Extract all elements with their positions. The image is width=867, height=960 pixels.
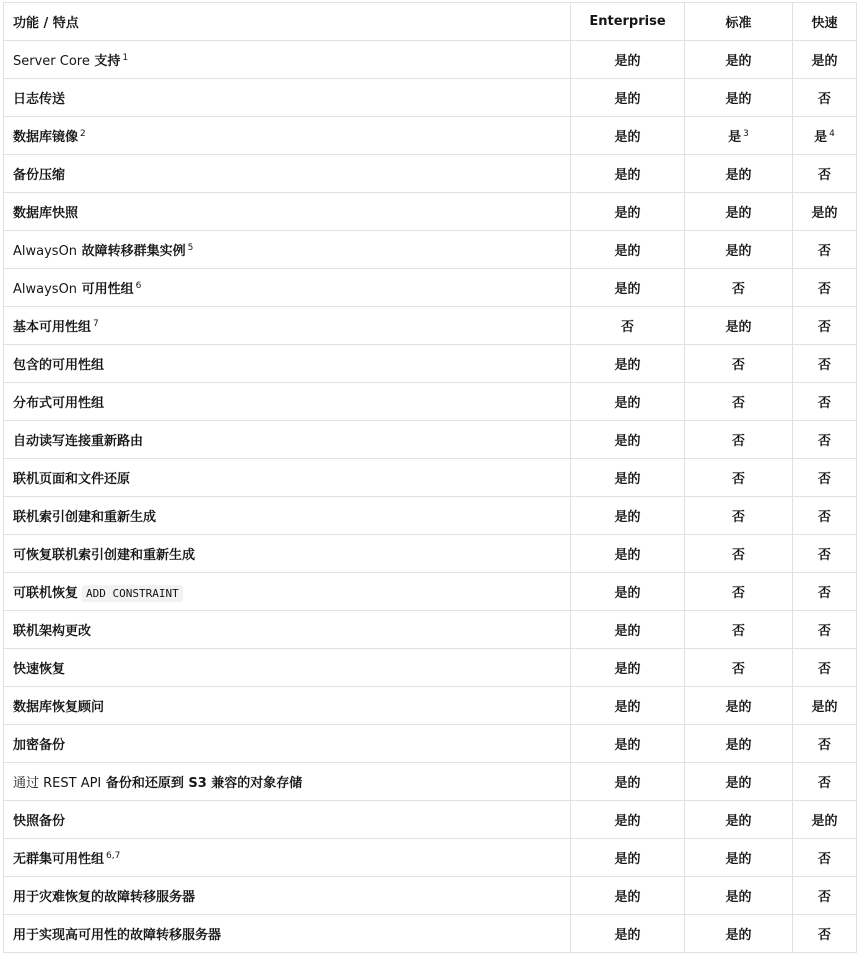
feature-label: 日志传送 <box>13 92 66 107</box>
feature-label: 联机架构更改 <box>13 624 92 639</box>
feature-cell <box>4 421 571 459</box>
feature-label: 联机索引创建和重新生成 <box>13 510 157 525</box>
enterprise-value <box>571 687 685 725</box>
enterprise-value <box>571 117 685 155</box>
express-value <box>793 345 857 383</box>
enterprise-value <box>571 497 685 535</box>
standard-value <box>685 877 793 915</box>
enterprise-value <box>571 269 685 307</box>
footnote-ref: 4 <box>829 128 835 139</box>
footnote-ref: 2 <box>80 128 86 139</box>
feature-label: 自动读写连接重新路由 <box>13 434 144 449</box>
support-text: 否 <box>731 548 745 563</box>
feature-cell <box>4 649 571 687</box>
support-text: 是的 <box>614 624 641 639</box>
standard-value <box>685 573 793 611</box>
express-value <box>793 421 857 459</box>
feature-cell <box>4 839 571 877</box>
support-text: 是的 <box>614 852 641 867</box>
table-row <box>4 117 857 155</box>
support-text: 否 <box>817 320 831 335</box>
feature-cell <box>4 155 571 193</box>
support-text: 是的 <box>614 776 641 791</box>
standard-value <box>685 687 793 725</box>
support-text: 是的 <box>725 244 752 259</box>
footnote-ref: 6 <box>135 280 142 291</box>
support-text: 是 <box>814 130 828 145</box>
express-value <box>793 611 857 649</box>
enterprise-value <box>571 611 685 649</box>
enterprise-value <box>571 421 685 459</box>
table-row <box>4 231 857 269</box>
feature-label: 备份压缩 <box>13 168 66 183</box>
table-row <box>4 383 857 421</box>
support-text: 是的 <box>614 54 641 69</box>
express-value <box>793 725 857 763</box>
feature-cell <box>4 877 571 915</box>
enterprise-value <box>571 839 685 877</box>
standard-value <box>685 383 793 421</box>
support-text: 否 <box>731 358 745 373</box>
standard-value <box>685 231 793 269</box>
feature-cell <box>4 763 571 801</box>
support-text: 否 <box>817 890 831 905</box>
table-row <box>4 611 857 649</box>
table-row <box>4 193 857 231</box>
feature-label: 支持 <box>94 54 121 69</box>
table-row <box>4 725 857 763</box>
enterprise-value <box>571 307 685 345</box>
feature-cell <box>4 915 571 953</box>
table-row <box>4 41 857 79</box>
feature-cell <box>4 345 571 383</box>
support-text: 是的 <box>725 738 752 753</box>
support-text: 否 <box>731 434 745 449</box>
support-text: 否 <box>817 776 831 791</box>
enterprise-value <box>571 193 685 231</box>
support-text: 是的 <box>614 738 641 753</box>
support-text: 是的 <box>725 814 752 829</box>
table-row <box>4 573 857 611</box>
support-text: 否 <box>817 92 831 107</box>
header-enterprise: Enterprise <box>571 3 685 41</box>
feature-label: 数据库快照 <box>13 206 79 221</box>
support-text: 是的 <box>614 168 641 183</box>
express-value <box>793 535 857 573</box>
support-text: 否 <box>620 320 634 335</box>
support-text: 是的 <box>614 928 641 943</box>
table-row <box>4 307 857 345</box>
footnote-ref: 3 <box>743 128 749 139</box>
feature-cell <box>4 725 571 763</box>
support-text: 是的 <box>614 358 641 373</box>
support-text: 是的 <box>614 396 641 411</box>
feature-cell <box>4 459 571 497</box>
enterprise-value <box>571 345 685 383</box>
express-value <box>793 497 857 535</box>
feature-label: 用于实现高可用性的故障转移服务器 <box>13 928 222 943</box>
express-value <box>793 877 857 915</box>
support-text: 否 <box>731 586 745 601</box>
support-text: 否 <box>731 396 745 411</box>
express-value <box>793 649 857 687</box>
feature-cell <box>4 269 571 307</box>
feature-label: 基本可用性组 <box>13 320 92 335</box>
feature-cell <box>4 611 571 649</box>
feature-prefix: AlwaysOn <box>13 244 78 259</box>
enterprise-value <box>571 763 685 801</box>
enterprise-value <box>571 41 685 79</box>
support-text: 否 <box>817 358 831 373</box>
table-row <box>4 649 857 687</box>
table-row <box>4 421 857 459</box>
support-text: 是的 <box>725 168 752 183</box>
feature-cell <box>4 687 571 725</box>
footnote-ref: 7 <box>93 318 99 329</box>
express-value <box>793 915 857 953</box>
enterprise-value <box>571 649 685 687</box>
support-text: 是的 <box>614 510 641 525</box>
feature-label: 加密备份 <box>13 738 66 753</box>
feature-cell <box>4 383 571 421</box>
feature-label: 可联机恢复 <box>13 586 79 601</box>
table-row <box>4 801 857 839</box>
support-text: 是的 <box>614 434 641 449</box>
support-text: 是的 <box>811 814 838 829</box>
feature-label: 故障转移群集实例 <box>81 244 186 259</box>
enterprise-value <box>571 573 685 611</box>
standard-value <box>685 649 793 687</box>
table-row <box>4 535 857 573</box>
footnote-ref: 5 <box>187 242 194 253</box>
express-value <box>793 839 857 877</box>
feature-cell <box>4 117 571 155</box>
table-row <box>4 459 857 497</box>
table-row <box>4 915 857 953</box>
feature-prefix: AlwaysOn <box>13 282 78 297</box>
standard-value <box>685 535 793 573</box>
table-row <box>4 839 857 877</box>
header-standard: 标准 <box>685 3 793 41</box>
express-value <box>793 383 857 421</box>
footnote-ref: 1 <box>122 52 129 63</box>
enterprise-value <box>571 155 685 193</box>
express-value <box>793 801 857 839</box>
standard-value <box>685 725 793 763</box>
support-text: 否 <box>731 472 745 487</box>
feature-label: 快照备份 <box>13 814 66 829</box>
express-value <box>793 687 857 725</box>
enterprise-value <box>571 535 685 573</box>
support-text: 是的 <box>725 890 752 905</box>
support-text: 否 <box>731 624 745 639</box>
support-text: 是的 <box>614 700 641 715</box>
express-value <box>793 193 857 231</box>
support-text: 否 <box>731 510 745 525</box>
support-text: 否 <box>817 548 831 563</box>
feature-label: 可恢复联机索引创建和重新生成 <box>13 548 196 563</box>
standard-value <box>685 497 793 535</box>
support-text: 是的 <box>811 206 838 221</box>
enterprise-value <box>571 459 685 497</box>
support-text: 是的 <box>614 206 641 221</box>
support-text: 是的 <box>614 548 641 563</box>
enterprise-value <box>571 383 685 421</box>
feature-cell <box>4 79 571 117</box>
table-row <box>4 687 857 725</box>
enterprise-value <box>571 725 685 763</box>
feature-cell <box>4 193 571 231</box>
support-text: 是的 <box>614 586 641 601</box>
feature-label: 包含的可用性组 <box>13 358 105 373</box>
enterprise-value <box>571 79 685 117</box>
feature-cell <box>4 41 571 79</box>
feature-cell <box>4 497 571 535</box>
feature-label: 快速恢复 <box>13 662 66 677</box>
feature-cell <box>4 535 571 573</box>
support-text: 是的 <box>725 776 752 791</box>
feature-cell <box>4 801 571 839</box>
express-value <box>793 269 857 307</box>
support-text: 是的 <box>614 662 641 677</box>
standard-value <box>685 421 793 459</box>
enterprise-value <box>571 877 685 915</box>
feature-label: 联机页面和文件还原 <box>13 472 131 487</box>
feature-prefix: Server Core <box>13 54 90 69</box>
support-text: 是的 <box>725 206 752 221</box>
support-text: 否 <box>817 244 831 259</box>
standard-value <box>685 915 793 953</box>
support-text: 是的 <box>614 472 641 487</box>
standard-value <box>685 459 793 497</box>
support-text: 否 <box>817 282 831 297</box>
feature-label: 无群集可用性组 <box>13 852 105 867</box>
table-row <box>4 763 857 801</box>
table-row <box>4 497 857 535</box>
express-value <box>793 79 857 117</box>
support-text: 否 <box>817 396 831 411</box>
feature-code: ADD CONSTRAINT <box>82 585 183 602</box>
table-row <box>4 155 857 193</box>
support-text: 是的 <box>614 890 641 905</box>
feature-label: 备份和还原到 S3 兼容的对象存储 <box>105 776 303 791</box>
feature-label: 用于灾难恢复的故障转移服务器 <box>13 890 196 905</box>
support-text: 否 <box>817 738 831 753</box>
express-value <box>793 307 857 345</box>
table-row <box>4 345 857 383</box>
feature-cell <box>4 573 571 611</box>
standard-value <box>685 801 793 839</box>
enterprise-value <box>571 801 685 839</box>
support-text: 否 <box>817 434 831 449</box>
feature-prefix: 通过 REST API <box>13 776 102 791</box>
express-value <box>793 155 857 193</box>
support-text: 否 <box>817 472 831 487</box>
standard-value <box>685 117 793 155</box>
standard-value <box>685 345 793 383</box>
table-row <box>4 79 857 117</box>
express-value <box>793 763 857 801</box>
support-text: 是的 <box>725 92 752 107</box>
feature-label: 可用性组 <box>81 282 134 297</box>
support-text: 否 <box>731 662 745 677</box>
express-value <box>793 459 857 497</box>
standard-value <box>685 155 793 193</box>
standard-value <box>685 839 793 877</box>
support-text: 是 <box>728 130 742 145</box>
support-text: 是的 <box>811 54 838 69</box>
standard-value <box>685 41 793 79</box>
support-text: 否 <box>817 928 831 943</box>
express-value <box>793 117 857 155</box>
standard-value <box>685 193 793 231</box>
feature-cell <box>4 231 571 269</box>
header-express: 快速 <box>793 3 857 41</box>
support-text: 否 <box>731 282 745 297</box>
standard-value <box>685 269 793 307</box>
standard-value <box>685 79 793 117</box>
support-text: 是的 <box>725 54 752 69</box>
express-value <box>793 231 857 269</box>
express-value <box>793 573 857 611</box>
support-text: 是的 <box>725 928 752 943</box>
support-text: 是的 <box>725 700 752 715</box>
support-text: 是的 <box>811 700 838 715</box>
support-text: 否 <box>817 586 831 601</box>
support-text: 是的 <box>614 282 641 297</box>
header-feature: 功能 / 特点 <box>4 3 571 41</box>
support-text: 否 <box>817 510 831 525</box>
feature-label: 分布式可用性组 <box>13 396 105 411</box>
feature-label: 数据库恢复顾问 <box>13 700 105 715</box>
support-text: 是的 <box>614 814 641 829</box>
standard-value <box>685 763 793 801</box>
enterprise-value <box>571 915 685 953</box>
support-text: 否 <box>817 624 831 639</box>
feature-cell <box>4 307 571 345</box>
footnote-ref: 6,7 <box>106 850 121 861</box>
support-text: 是的 <box>725 852 752 867</box>
table-row <box>4 877 857 915</box>
table-row <box>4 269 857 307</box>
support-text: 是的 <box>614 130 641 145</box>
standard-value <box>685 307 793 345</box>
express-value <box>793 41 857 79</box>
support-text: 否 <box>817 168 831 183</box>
support-text: 是的 <box>614 92 641 107</box>
feature-comparison-table <box>3 2 857 953</box>
support-text: 是的 <box>614 244 641 259</box>
support-text: 否 <box>817 662 831 677</box>
support-text: 否 <box>817 852 831 867</box>
table-header-row <box>4 3 857 41</box>
support-text: 是的 <box>725 320 752 335</box>
standard-value <box>685 611 793 649</box>
feature-label: 数据库镜像 <box>13 130 79 145</box>
enterprise-value <box>571 231 685 269</box>
